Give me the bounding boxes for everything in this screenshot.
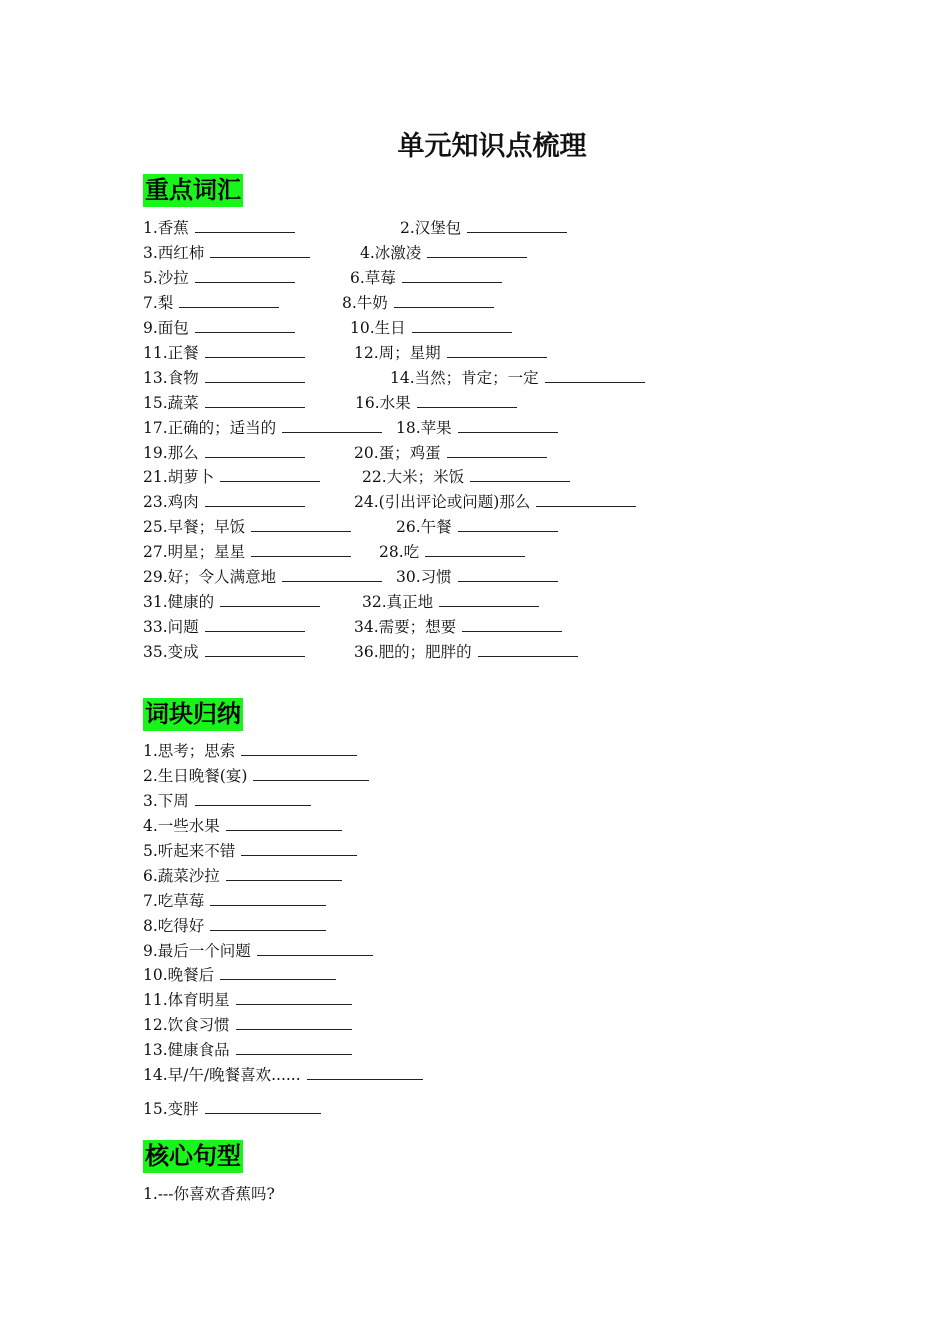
answer-blank[interactable] — [439, 592, 539, 607]
answer-blank[interactable] — [236, 990, 352, 1005]
answer-blank[interactable] — [236, 1040, 352, 1055]
section-heading-phrases: 词块归纳 — [143, 698, 243, 731]
answer-blank[interactable] — [220, 467, 320, 482]
phrase-item: 2.生日晚餐(宴) — [143, 766, 369, 786]
vocab-item: 28.吃 — [379, 542, 525, 562]
answer-blank[interactable] — [195, 318, 295, 333]
answer-blank[interactable] — [241, 841, 357, 856]
phrase-item: 4.一些水果 — [143, 816, 342, 836]
vocab-item: 10.生日 — [350, 318, 512, 338]
answer-blank[interactable] — [205, 617, 305, 632]
vocab-item: 19.那么 — [143, 443, 305, 463]
vocab-item: 3.西红柿 — [143, 243, 310, 263]
vocab-item: 23.鸡肉 — [143, 492, 305, 512]
answer-blank[interactable] — [220, 965, 336, 980]
phrase-item: 10.晚餐后 — [143, 965, 336, 985]
answer-blank[interactable] — [394, 293, 494, 308]
answer-blank[interactable] — [251, 517, 351, 532]
vocab-item: 11.正餐 — [143, 343, 305, 363]
phrase-item: 14.早/午/晚餐喜欢...... — [143, 1065, 423, 1085]
phrase-item: 1.思考；思索 — [143, 741, 357, 761]
answer-blank[interactable] — [210, 916, 326, 931]
answer-blank[interactable] — [205, 343, 305, 358]
vocab-item: 22.大米；米饭 — [362, 467, 570, 487]
phrase-item: 6.蔬菜沙拉 — [143, 866, 342, 886]
answer-blank[interactable] — [195, 791, 311, 806]
answer-blank[interactable] — [205, 443, 305, 458]
answer-blank[interactable] — [458, 567, 558, 582]
phrase-item: 12.饮食习惯 — [143, 1015, 352, 1035]
vocab-item: 17.正确的；适当的 — [143, 418, 382, 438]
answer-blank[interactable] — [447, 443, 547, 458]
vocab-item: 4.冰激凌 — [360, 243, 527, 263]
answer-blank[interactable] — [307, 1065, 423, 1080]
answer-blank[interactable] — [478, 642, 578, 657]
answer-blank[interactable] — [470, 467, 570, 482]
answer-blank[interactable] — [210, 891, 326, 906]
answer-blank[interactable] — [205, 642, 305, 657]
vocab-item: 33.问题 — [143, 617, 305, 637]
answer-blank[interactable] — [536, 492, 636, 507]
answer-blank[interactable] — [253, 766, 369, 781]
vocab-item: 30.习惯 — [396, 567, 558, 587]
answer-blank[interactable] — [447, 343, 547, 358]
vocab-item: 6.草莓 — [350, 268, 502, 288]
vocab-item: 16.水果 — [355, 393, 517, 413]
vocab-item: 29.好；令人满意地 — [143, 567, 382, 587]
answer-blank[interactable] — [205, 492, 305, 507]
answer-blank[interactable] — [241, 741, 357, 756]
phrase-item: 5.听起来不错 — [143, 841, 357, 861]
phrase-item: 7.吃草莓 — [143, 891, 326, 911]
answer-blank[interactable] — [417, 393, 517, 408]
answer-blank[interactable] — [226, 866, 342, 881]
vocab-item: 34.需要；想要 — [354, 617, 562, 637]
answer-blank[interactable] — [220, 592, 320, 607]
vocab-item: 27.明星；星星 — [143, 542, 351, 562]
answer-blank[interactable] — [205, 368, 305, 383]
vocab-item: 36.肥的；肥胖的 — [354, 642, 578, 662]
phrase-item: 15.变胖 — [143, 1099, 321, 1119]
vocab-item: 7.梨 — [143, 293, 279, 313]
answer-blank[interactable] — [226, 816, 342, 831]
vocab-item: 1.香蕉 — [143, 218, 295, 238]
answer-blank[interactable] — [412, 318, 512, 333]
answer-blank[interactable] — [205, 1099, 321, 1114]
vocab-item: 31.健康的 — [143, 592, 320, 612]
answer-blank[interactable] — [402, 268, 502, 283]
vocab-item: 26.午餐 — [396, 517, 558, 537]
vocab-item: 32.真正地 — [362, 592, 539, 612]
vocab-item: 13.食物 — [143, 368, 305, 388]
answer-blank[interactable] — [195, 218, 295, 233]
answer-blank[interactable] — [282, 567, 382, 582]
vocab-item: 9.面包 — [143, 318, 295, 338]
vocab-item: 24.(引出评论或问题)那么 — [354, 492, 636, 512]
answer-blank[interactable] — [545, 368, 645, 383]
answer-blank[interactable] — [257, 941, 373, 956]
phrase-item: 13.健康食品 — [143, 1040, 352, 1060]
vocab-item: 14.当然；肯定；一定 — [390, 368, 645, 388]
vocab-item: 21.胡萝卜 — [143, 467, 320, 487]
sentence-item: 1.---你喜欢香蕉吗? — [143, 1185, 275, 1203]
vocab-item: 8.牛奶 — [342, 293, 494, 313]
vocab-item: 25.早餐；早饭 — [143, 517, 351, 537]
vocab-item: 15.蔬菜 — [143, 393, 305, 413]
answer-blank[interactable] — [282, 418, 382, 433]
answer-blank[interactable] — [462, 617, 562, 632]
vocab-item: 2.汉堡包 — [400, 218, 567, 238]
vocab-item: 12.周；星期 — [354, 343, 547, 363]
answer-blank[interactable] — [236, 1015, 352, 1030]
page-title: 单元知识点梳理 — [397, 131, 587, 162]
answer-blank[interactable] — [458, 418, 558, 433]
answer-blank[interactable] — [210, 243, 310, 258]
answer-blank[interactable] — [458, 517, 558, 532]
vocab-item: 35.变成 — [143, 642, 305, 662]
vocab-item: 20.蛋；鸡蛋 — [354, 443, 547, 463]
answer-blank[interactable] — [467, 218, 567, 233]
phrase-item: 3.下周 — [143, 791, 311, 811]
answer-blank[interactable] — [195, 268, 295, 283]
vocab-item: 5.沙拉 — [143, 268, 295, 288]
phrase-item: 8.吃得好 — [143, 916, 326, 936]
answer-blank[interactable] — [427, 243, 527, 258]
answer-blank[interactable] — [179, 293, 279, 308]
answer-blank[interactable] — [425, 542, 525, 557]
section-heading-sentences: 核心句型 — [143, 1140, 243, 1173]
vocab-item: 18.苹果 — [396, 418, 558, 438]
answer-blank[interactable] — [205, 393, 305, 408]
phrase-item: 9.最后一个问题 — [143, 941, 373, 961]
section-heading-vocab: 重点词汇 — [143, 174, 243, 207]
phrase-item: 11.体育明星 — [143, 990, 352, 1010]
answer-blank[interactable] — [251, 542, 351, 557]
